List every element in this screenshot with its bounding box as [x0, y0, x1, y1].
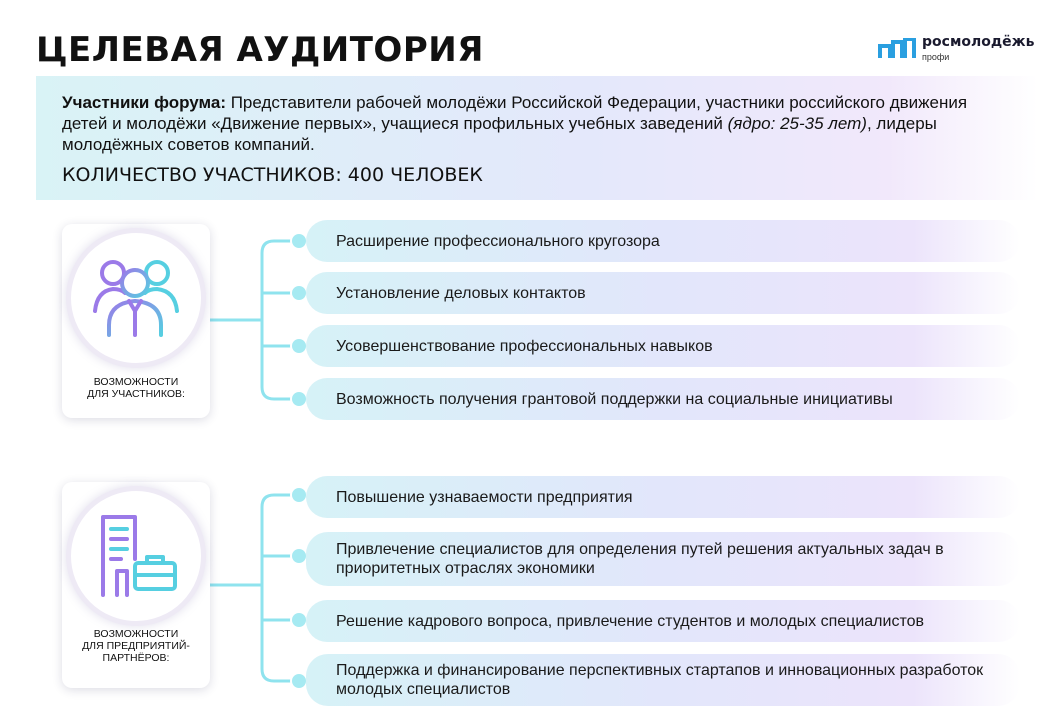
partners-label-line-1: ВОЗМОЖНОСТИ — [93, 628, 179, 640]
participants-card — [62, 224, 210, 418]
participants-item-1: Расширение профессионального кругозора — [306, 220, 1020, 262]
participants-text-2: , лидеры молодёжных советов компаний. — [62, 114, 937, 154]
partners-card-label — [62, 628, 210, 664]
participants-count: КОЛИЧЕСТВО УЧАСТНИКОВ: 400 ЧЕЛОВЕК — [62, 164, 483, 186]
participants-item-2: Установление деловых контактов — [306, 272, 1020, 314]
partners-label-line-2: ДЛЯ ПРЕДПРИЯТИЙ- — [82, 640, 190, 652]
partners-icon-circle — [66, 486, 206, 626]
logo-name: росмолодёжь — [922, 34, 1035, 50]
partners-item-1: Повышение узнаваемости предприятия — [306, 476, 1020, 518]
page-title: ЦЕЛЕВАЯ АУДИТОРИЯ — [36, 30, 484, 70]
partners-label-line-3: ПАРТНЁРОВ: — [102, 652, 170, 664]
partners-item-4: Поддержка и финансирование перспективных стартапов и инновационных разработок молодых специалистов — [306, 654, 1020, 706]
logo-subtitle: профи — [922, 52, 950, 62]
participants-icon-circle — [66, 228, 206, 368]
partners-item-3: Решение кадрового вопроса, привлечение студентов и молодых специалистов — [306, 600, 1020, 642]
participants-text-1: Представители рабочей молодёжи Российской Федерации, участники российского движения детей и молодёжи «Движение первых», учащиеся профильных учебных заведений — [62, 93, 968, 133]
participants-label-line-1: ВОЗМОЖНОСТИ — [93, 376, 179, 388]
participants-age-core: (ядро: 25-35 лет) — [727, 114, 867, 133]
partners-card — [62, 482, 210, 688]
participants-card-label — [62, 376, 210, 400]
partners-item-2: Привлечение специалистов для определения путей решения актуальных задач в приоритетных отраслях экономики — [306, 532, 1020, 586]
participants-item-4: Возможность получения грантовой поддержки на социальные инициативы — [306, 378, 1020, 420]
participants-label: Участники форума: — [62, 93, 226, 112]
building-briefcase-icon — [79, 499, 193, 613]
participants-item-3: Усовершенствование профессиональных навыков — [306, 325, 1020, 367]
participants-label-line-2: ДЛЯ УЧАСТНИКОВ: — [87, 388, 185, 400]
people-group-icon — [79, 241, 193, 355]
